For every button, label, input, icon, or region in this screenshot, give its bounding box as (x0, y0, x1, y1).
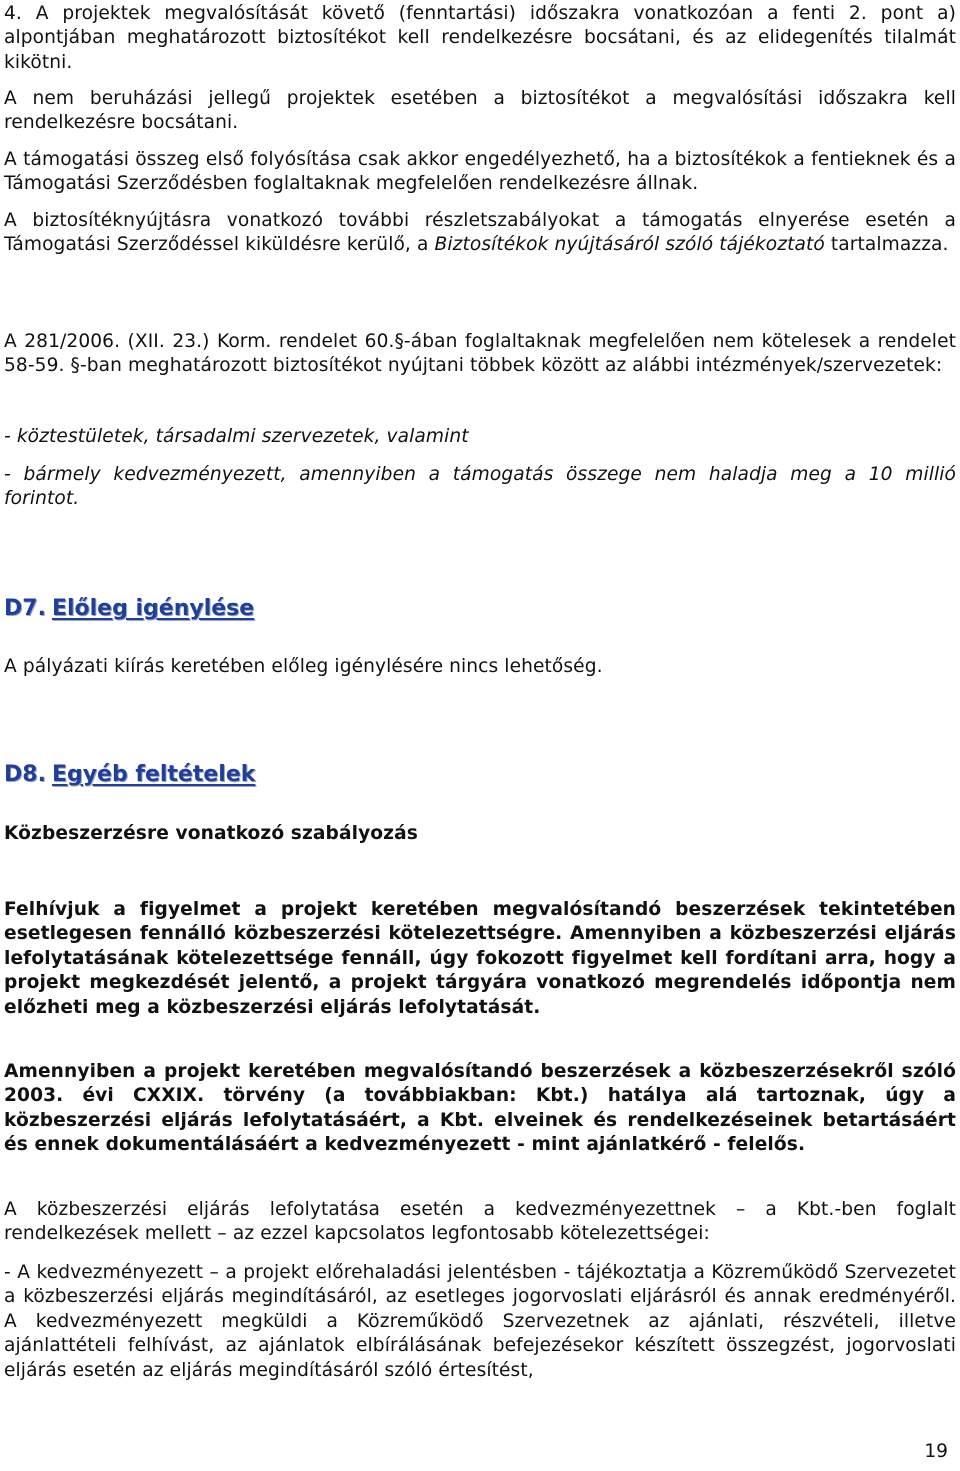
section-heading-d8 (4, 761, 255, 789)
paragraph-procurement-kbt: Amennyiben a projekt keretében megvalósítandó beszerzések a közbeszerzésekről szóló 2003. évi CXXIX. törvény (a továbbiakban: Kbt.) hatálya alá tartoznak, úgy a közbeszerzési eljárás lefolytatásáért, a Kbt. elveinek és rendelkezéseinek betartásáért és ennek dokumentálásáért a kedvezményezett - mint ajánlatkérő - felelős. (4, 1061, 956, 1156)
detailed-rules-text: A biztosítéknyújtásra vonatkozó további részletszabályokat a támogatás elnyerése esetén a Támogatási Szerződéssel kiküldésre kerülő, a (4, 210, 956, 256)
subheading-procurement: Közbeszerzésre vonatkozó szabályozás (4, 823, 418, 844)
section-heading-d7 (4, 595, 254, 623)
paragraph-detailed-rules (4, 209, 956, 258)
paragraph-advance-payment: A pályázati kiírás keretében előleg igénylésére nincs lehetőség. (4, 656, 603, 677)
detailed-rules-end: tartalmazza. (824, 234, 949, 256)
paragraph-procurement-attention: Felhívjuk a figyelmet a projekt keretében megvalósítandó beszerzések tekintetében esetlegesen fennálló közbeszerzési kötelezettségre. Amennyiben a közbeszerzési eljárás lefolytatásának kötelezettsége fennáll, úgy fokozott figyelmet kell fordítani arra, hogy a projekt megkezdését jelentő, a projekt tárgyára vonatkozó megrendelés időpontja nem előzheti meg a közbeszerzési eljárás lefolytatását. (4, 899, 956, 1018)
section-title-d8: Egyéb feltételek (51, 762, 256, 787)
paragraph-procurement-obligations: A közbeszerzési eljárás lefolytatása esetén a kedvezményezettnek – a Kbt.-ben foglalt rendelkezések mellett – az ezzel kapcsolatos legfontosabb kötelezettségei: (4, 1199, 956, 1245)
section-title-d7: Előleg igénylése (51, 596, 255, 621)
page-number: 19 (924, 1441, 948, 1462)
paragraph-beneficiary-reporting: - A kedvezményezett – a projekt előrehaladási jelentésben - tájékoztatja a Közreműködő Szervezetet a közbeszerzési eljárás megindításáról, az esetleges jogorvoslati eljárásról és annak eredményéről. A kedvezményezett megküldi a Közreműködő Szervezetnek az ajánlati, részvételi, illetve ajánlattételi felhívást, az ajánlatok elbírálásának befejezésekor készített összegzést, jogorvoslati eljárás esetén az eljárás megindításáról szóló értesítést, (4, 1262, 956, 1381)
section-number-d8: D8. (4, 762, 46, 787)
paragraph-first-payment: A támogatási összeg első folyósítása csak akkor engedélyezhető, ha a biztosítékok a fentieknek és a Támogatási Szerződésben foglaltaknak megfelelően rendelkezésre állnak. (4, 149, 956, 195)
paragraph-point-4: 4. A projektek megvalósítását követő (fenntartási) időszakra vonatkozóan a fenti 2. pont a) alpontjában meghatározott biztosítékot kell rendelkezésre bocsátani, és az elidegenítés tilalmát kikötni. (4, 3, 956, 73)
list-item-beneficiary: - bármely kedvezményezett, amennyiben a támogatás összege nem haladja meg a 10 millió forintot. (4, 464, 956, 510)
guarantee-guide-title: Biztosítékok nyújtásáról szóló tájékoztató (434, 234, 825, 256)
section-number-d7: D7. (4, 596, 46, 621)
list-item-public-bodies: - köztestületek, társadalmi szervezetek, valamint (4, 426, 469, 447)
paragraph-decree: A 281/2006. (XII. 23.) Korm. rendelet 60.§-ában foglaltaknak megfelelően nem kötelesek a rendelet 58-59. §-ban meghatározott biztosítékot nyújtani többek között az alábbi intézmények/szervezetek: (4, 331, 956, 377)
paragraph-non-investment: A nem beruházási jellegű projektek esetében a biztosítékot a megvalósítási időszakra kell rendelkezésre bocsátani. (4, 88, 956, 134)
